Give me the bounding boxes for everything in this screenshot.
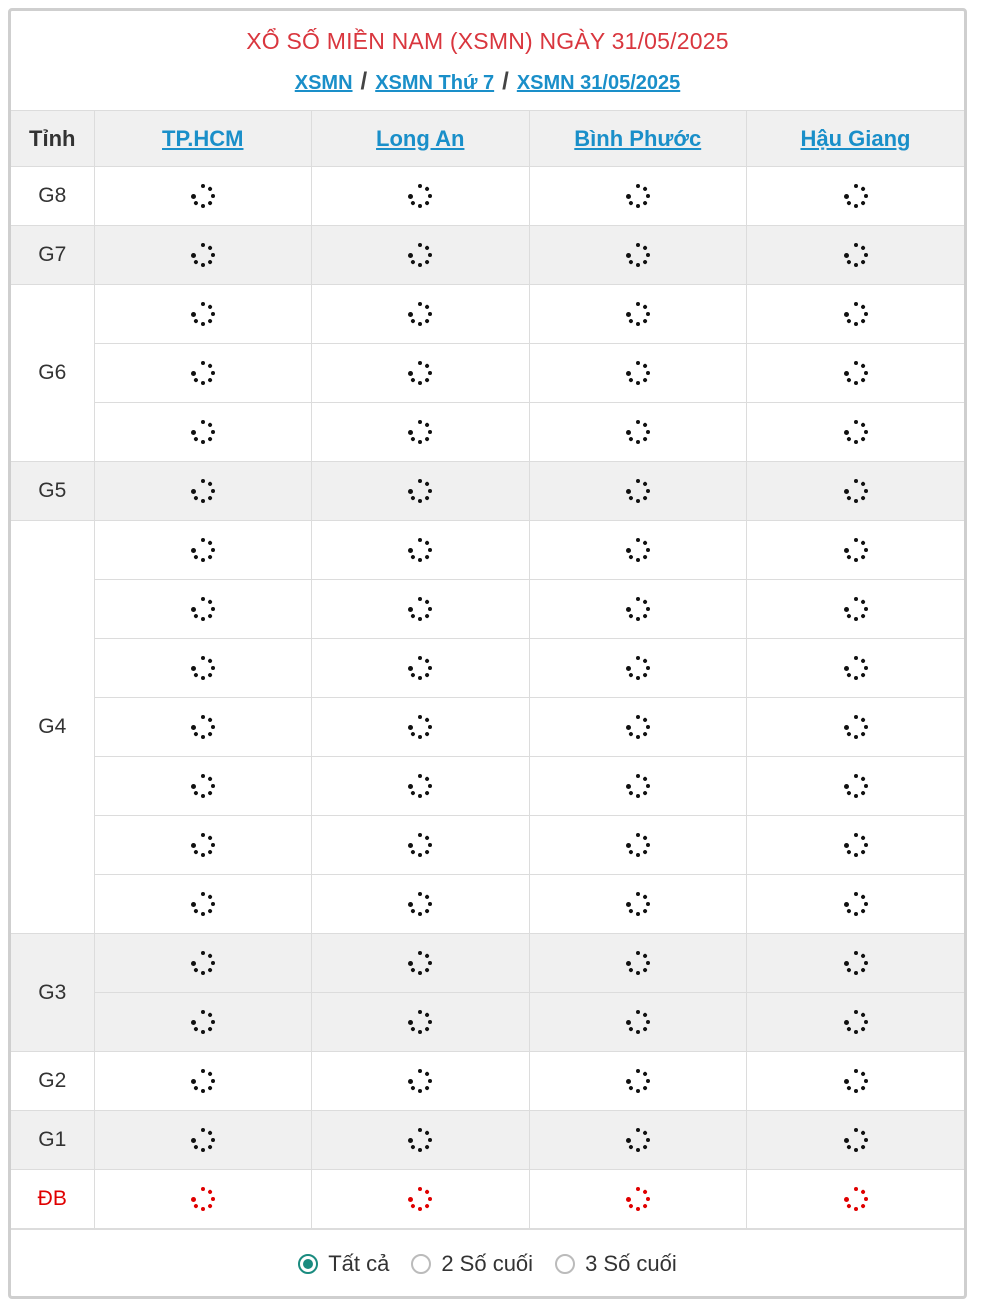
table-row [11,521,964,580]
results-table [11,111,964,1229]
prize-label: G7 [11,226,94,285]
province-header [529,111,747,167]
result-cell [312,1170,530,1229]
result-cell [529,934,747,993]
result-cell [312,698,530,757]
table-row [11,1052,964,1111]
result-cell [312,462,530,521]
filter-option-label: Tất cả [328,1251,390,1276]
breadcrumb-xsmn[interactable]: XSMN [294,72,353,94]
loading-spinner-icon [623,1184,653,1214]
radio-icon[interactable] [411,1254,431,1274]
digit-filter [11,1229,964,1298]
result-cell [312,1111,530,1170]
province-header [312,111,530,167]
loading-spinner-icon [188,830,218,860]
radio-icon[interactable] [555,1254,575,1274]
filter-option-label: 2 Số cuối [441,1251,534,1276]
result-cell [747,993,965,1052]
breadcrumb-xsmn-thu-7[interactable]: XSMN Thứ 7 [375,72,495,94]
result-cell [529,993,747,1052]
result-cell [312,226,530,285]
loading-spinner-icon [188,1007,218,1037]
result-cell [94,167,312,226]
prize-label: ĐB [11,1170,94,1229]
result-cell [529,285,747,344]
loading-spinner-icon [405,1125,435,1155]
loading-spinner-icon [841,712,871,742]
loading-spinner-icon [405,240,435,270]
loading-spinner-icon [405,1184,435,1214]
result-cell [312,285,530,344]
result-cell [747,167,965,226]
province-link-long-an[interactable]: Long An [376,125,465,151]
loading-spinner-icon [841,948,871,978]
province-link-tphcm[interactable]: TP.HCM [162,125,244,151]
loading-spinner-icon [405,1007,435,1037]
loading-spinner-icon [623,181,653,211]
loading-spinner-icon [841,830,871,860]
table-row [11,580,964,639]
result-cell [312,521,530,580]
prize-label: G6 [11,285,94,462]
result-cell [747,1170,965,1229]
loading-spinner-icon [623,358,653,388]
loading-spinner-icon [841,653,871,683]
result-cell [94,226,312,285]
loading-spinner-icon [188,771,218,801]
province-link-hau-giang[interactable]: Hậu Giang [800,125,911,151]
loading-spinner-icon [623,889,653,919]
loading-spinner-icon [188,358,218,388]
table-row [11,875,964,934]
result-cell [94,344,312,403]
loading-spinner-icon [841,594,871,624]
result-cell [94,1052,312,1111]
loading-spinner-icon [188,712,218,742]
loading-spinner-icon [623,476,653,506]
table-row [11,167,964,226]
result-cell [747,1052,965,1111]
prize-label: G1 [11,1111,94,1170]
loading-spinner-icon [623,594,653,624]
filter-option-all[interactable] [298,1251,389,1277]
table-row [11,639,964,698]
results-body [11,167,964,1229]
table-row [11,698,964,757]
result-cell [529,462,747,521]
loading-spinner-icon [841,535,871,565]
result-cell [94,462,312,521]
result-cell [312,934,530,993]
result-cell [312,167,530,226]
result-cell [529,226,747,285]
result-cell [747,698,965,757]
result-cell [312,757,530,816]
loading-spinner-icon [405,889,435,919]
result-cell [747,226,965,285]
result-cell [747,521,965,580]
table-row [11,462,964,521]
result-cell [94,698,312,757]
loading-spinner-icon [841,1184,871,1214]
table-row [11,816,964,875]
table-row [11,344,964,403]
loading-spinner-icon [841,1007,871,1037]
breadcrumb-separator: / [360,68,368,95]
province-link-binh-phuoc[interactable]: Bình Phước [574,125,702,151]
result-cell [312,875,530,934]
result-cell [312,403,530,462]
result-cell [94,816,312,875]
result-cell [747,403,965,462]
result-cell [94,521,312,580]
table-row [11,285,964,344]
filter-option-last-2[interactable] [411,1251,533,1277]
table-header-row [11,111,964,167]
loading-spinner-icon [188,889,218,919]
loading-spinner-icon [841,476,871,506]
result-cell [747,875,965,934]
page-title: XỔ SỐ MIỀN NAM (XSMN) NGÀY 31/05/2025 [246,28,729,54]
loading-spinner-icon [188,240,218,270]
result-cell [529,1052,747,1111]
loading-spinner-icon [405,299,435,329]
loading-spinner-icon [405,712,435,742]
result-cell [747,580,965,639]
result-cell [94,1111,312,1170]
filter-option-last-3[interactable] [555,1251,677,1277]
table-row [11,1111,964,1170]
loading-spinner-icon [841,240,871,270]
loading-spinner-icon [405,771,435,801]
result-cell [312,816,530,875]
result-cell [312,344,530,403]
result-cell [529,816,747,875]
result-cell [747,934,965,993]
loading-spinner-icon [623,1066,653,1096]
breadcrumb [11,70,964,95]
result-cell [94,285,312,344]
loading-spinner-icon [841,417,871,447]
loading-spinner-icon [188,1184,218,1214]
prize-label: G3 [11,934,94,1052]
loading-spinner-icon [188,948,218,978]
loading-spinner-icon [405,417,435,447]
filter-option-label: 3 Số cuối [585,1251,677,1276]
result-cell [94,875,312,934]
result-cell [529,1111,747,1170]
table-row [11,757,964,816]
loading-spinner-icon [623,417,653,447]
result-cell [529,403,747,462]
result-cell [312,1052,530,1111]
province-header [94,111,312,167]
loading-spinner-icon [841,358,871,388]
result-cell [529,344,747,403]
result-cell [529,757,747,816]
result-cell [747,816,965,875]
breadcrumb-separator: / [502,68,509,95]
result-cell [312,993,530,1052]
table-row [11,403,964,462]
result-cell [94,993,312,1052]
result-cell [529,1170,747,1229]
result-cell [529,639,747,698]
result-cell [747,757,965,816]
loading-spinner-icon [623,1125,653,1155]
prize-label: G8 [11,167,94,226]
loading-spinner-icon [623,535,653,565]
loading-spinner-icon [405,535,435,565]
loading-spinner-icon [623,653,653,683]
result-cell [747,639,965,698]
province-header [747,111,965,167]
loading-spinner-icon [188,1125,218,1155]
loading-spinner-icon [841,1066,871,1096]
result-cell [747,285,965,344]
result-cell [94,639,312,698]
loading-spinner-icon [623,948,653,978]
result-cell [312,639,530,698]
loading-spinner-icon [841,889,871,919]
result-cell [747,462,965,521]
result-cell [94,1170,312,1229]
loading-spinner-icon [188,594,218,624]
loading-spinner-icon [623,830,653,860]
loading-spinner-icon [188,653,218,683]
results-panel [8,8,967,1299]
loading-spinner-icon [841,1125,871,1155]
loading-spinner-icon [841,299,871,329]
loading-spinner-icon [623,299,653,329]
loading-spinner-icon [188,417,218,447]
result-cell [94,757,312,816]
result-cell [94,403,312,462]
prize-label: G4 [11,521,94,934]
result-cell [747,344,965,403]
loading-spinner-icon [405,1066,435,1096]
loading-spinner-icon [841,181,871,211]
result-cell [94,580,312,639]
prize-label: G5 [11,462,94,521]
loading-spinner-icon [405,181,435,211]
loading-spinner-icon [188,476,218,506]
loading-spinner-icon [188,299,218,329]
province-column-header: Tỉnh [11,111,94,167]
prize-label: G2 [11,1052,94,1111]
table-row [11,934,964,993]
loading-spinner-icon [405,476,435,506]
loading-spinner-icon [623,771,653,801]
table-row [11,226,964,285]
loading-spinner-icon [623,240,653,270]
loading-spinner-icon [405,830,435,860]
loading-spinner-icon [623,712,653,742]
result-cell [529,698,747,757]
result-cell [312,580,530,639]
radio-selected-icon[interactable] [298,1254,318,1274]
table-row [11,1170,964,1229]
breadcrumb-xsmn-date[interactable]: XSMN 31/05/2025 [516,72,681,94]
result-cell [529,875,747,934]
loading-spinner-icon [405,594,435,624]
result-cell [529,580,747,639]
loading-spinner-icon [188,181,218,211]
loading-spinner-icon [405,358,435,388]
loading-spinner-icon [623,1007,653,1037]
table-row [11,993,964,1052]
loading-spinner-icon [405,948,435,978]
loading-spinner-icon [841,771,871,801]
loading-spinner-icon [405,653,435,683]
loading-spinner-icon [188,535,218,565]
result-cell [747,1111,965,1170]
result-cell [529,521,747,580]
result-cell [529,167,747,226]
result-cell [94,934,312,993]
loading-spinner-icon [188,1066,218,1096]
results-header [11,11,964,111]
